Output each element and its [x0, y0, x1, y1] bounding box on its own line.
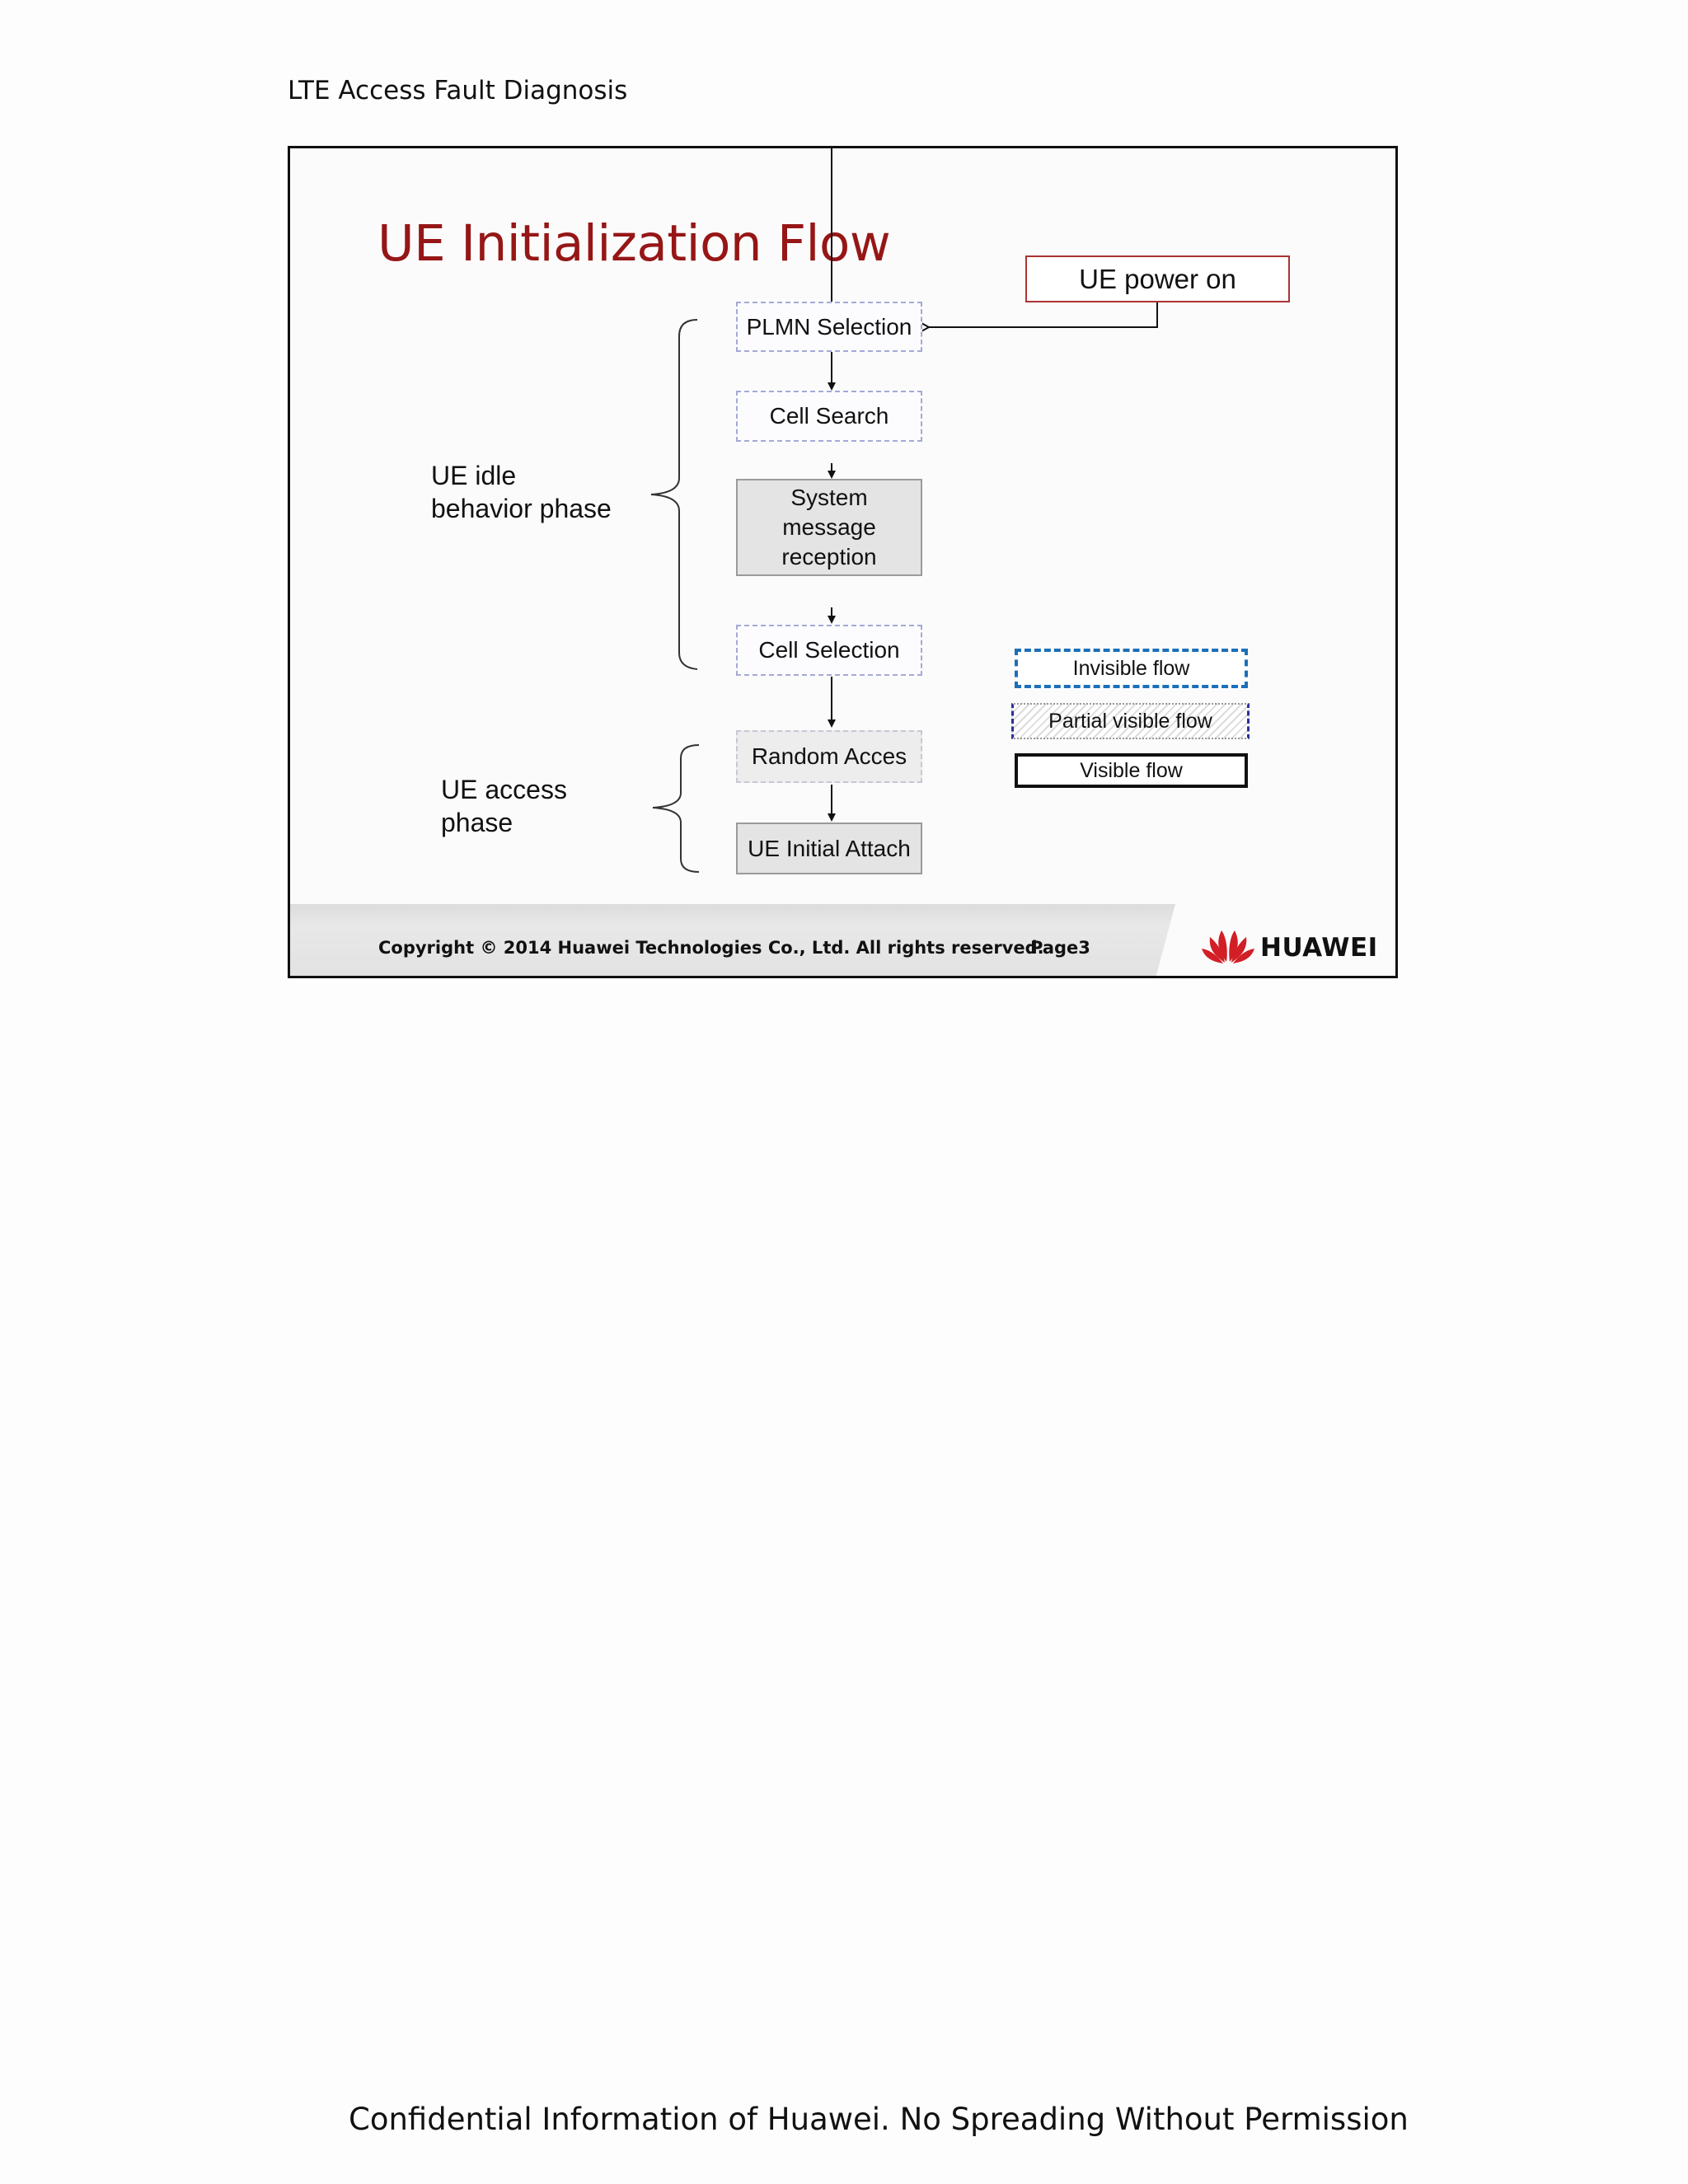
huawei-petal-logo-icon: [1202, 926, 1254, 963]
legend-invisible-flow: Invisible flow: [1015, 649, 1248, 688]
document-footer: Confidential Information of Huawei. No Spreading Without Permission: [349, 2102, 1409, 2137]
random-access-box: Random Acces: [736, 730, 922, 783]
cell-search-box: Cell Search: [736, 391, 922, 442]
legend-visible-flow: Visible flow: [1015, 753, 1248, 788]
ue-initial-attach-box: UE Initial Attach: [736, 823, 922, 874]
ue-power-on-box: UE power on: [1025, 255, 1290, 302]
legend-partial-visible-flow: Partial visible flow: [1011, 703, 1250, 739]
ue-access-phase-label: UE access phase: [441, 775, 567, 837]
idle-phase-brace: [651, 320, 697, 669]
cell-selection-box: Cell Selection: [736, 625, 922, 676]
huawei-logo-text: HUAWEI: [1260, 933, 1378, 963]
document-header: LTE Access Fault Diagnosis: [288, 76, 628, 105]
system-message-reception-box: [736, 479, 922, 576]
page-number: Page3: [1030, 938, 1090, 958]
ue-idle-phase-label: UE idle behavior phase: [431, 461, 612, 523]
copyright-text: Copyright © 2014 Huawei Technologies Co., Ltd. All rights reserved.: [378, 938, 1044, 958]
slide-title: UE Initialization Flow: [377, 214, 891, 273]
access-phase-brace: [653, 745, 699, 872]
slide: [288, 146, 1398, 978]
system-message-label: System message reception: [781, 485, 877, 569]
power-on-connector: [929, 302, 1157, 327]
plmn-selection-box: PLMN Selection: [736, 302, 922, 352]
